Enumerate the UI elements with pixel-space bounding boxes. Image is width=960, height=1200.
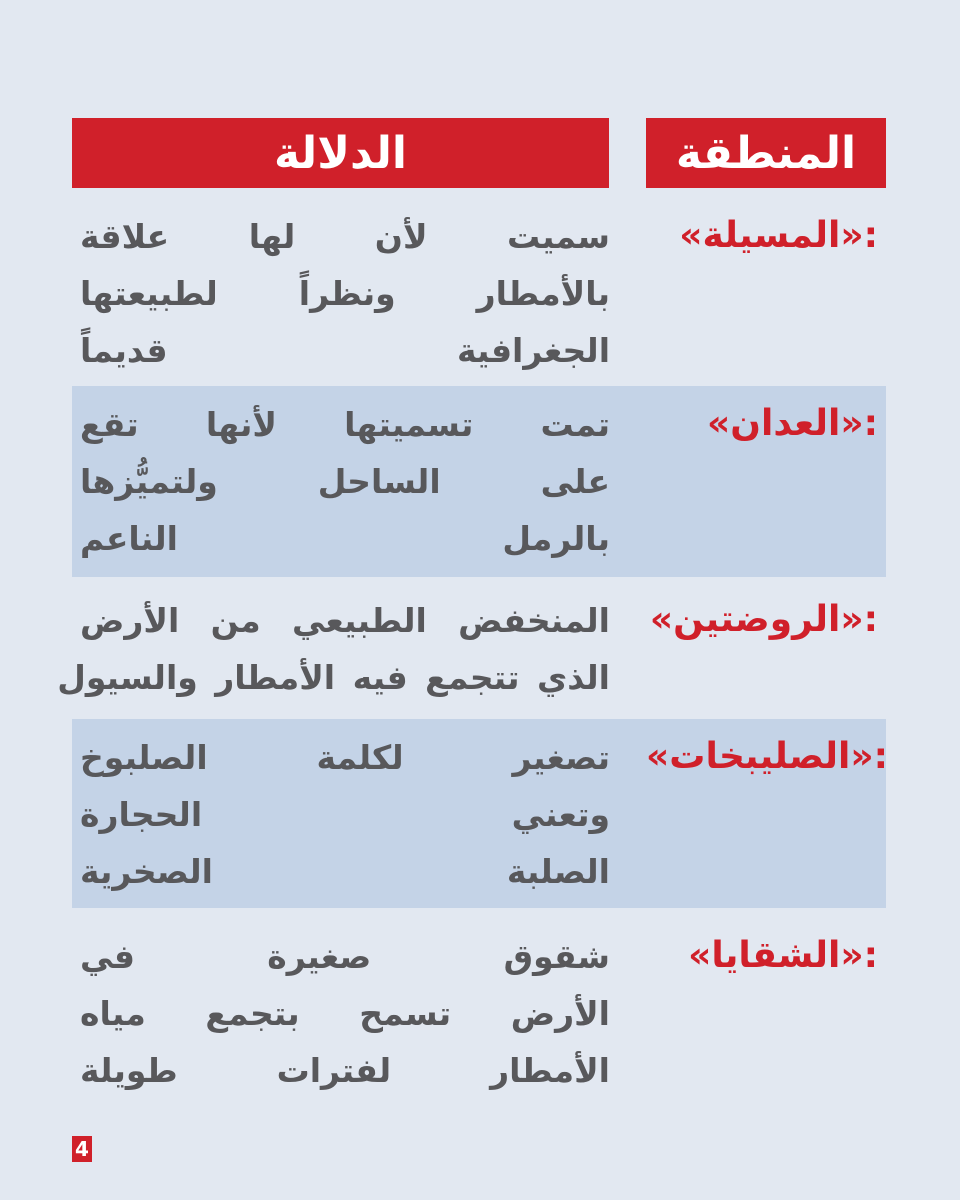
meaning-line: الذي تتجمع فيه الأمطار والسيول: [57, 658, 610, 697]
meaning-line: الأمطار لفترات طويلة: [80, 1051, 610, 1090]
region-name: «الصليبخات»:: [646, 736, 888, 777]
region-name: «المسيلة»:: [679, 215, 878, 256]
meaning-line: تمت تسميتها لأنها تقع: [80, 405, 610, 444]
page-number: 4: [72, 1136, 92, 1162]
meaning-line: الأرض تسمح بتجمع مياه: [80, 994, 610, 1033]
region-meaning: [80, 928, 610, 1099]
meaning-line: سميت لأن لها علاقة: [80, 217, 610, 256]
region-name: «الروضتين»:: [649, 599, 878, 640]
meaning-line: تصغير لكلمة الصلبوخ: [80, 738, 610, 777]
region-name: «الشقايا»:: [688, 935, 878, 976]
meaning-line: وتعني الحجارة: [80, 795, 610, 834]
meaning-line: المنخفض الطبيعي من الأرض: [80, 601, 610, 640]
table-row: [72, 204, 886, 379]
meaning-line: الجغرافية قديماً: [80, 331, 610, 370]
table-row: [72, 719, 886, 908]
region-meaning: [57, 592, 610, 706]
table-row: [57, 588, 886, 710]
meaning-line: شقوق صغيرة في: [80, 937, 610, 976]
region-meaning: [80, 396, 610, 567]
region-name: «العدان»:: [707, 403, 878, 444]
meaning-line: الصلبة الصخرية: [80, 852, 610, 891]
region-column-header: المنطقة: [646, 118, 886, 188]
meaning-line: بالرمل الناعم: [80, 519, 610, 558]
meaning-line: بالأمطار ونظراً لطبيعتها: [80, 274, 610, 313]
meaning-column-header: الدلالة: [72, 118, 609, 188]
region-meaning: [80, 208, 610, 379]
table-row: [72, 924, 886, 1099]
meaning-line: على الساحل ولتميُّزها: [80, 462, 610, 501]
table-row: [72, 386, 886, 577]
region-meaning: [80, 729, 610, 900]
